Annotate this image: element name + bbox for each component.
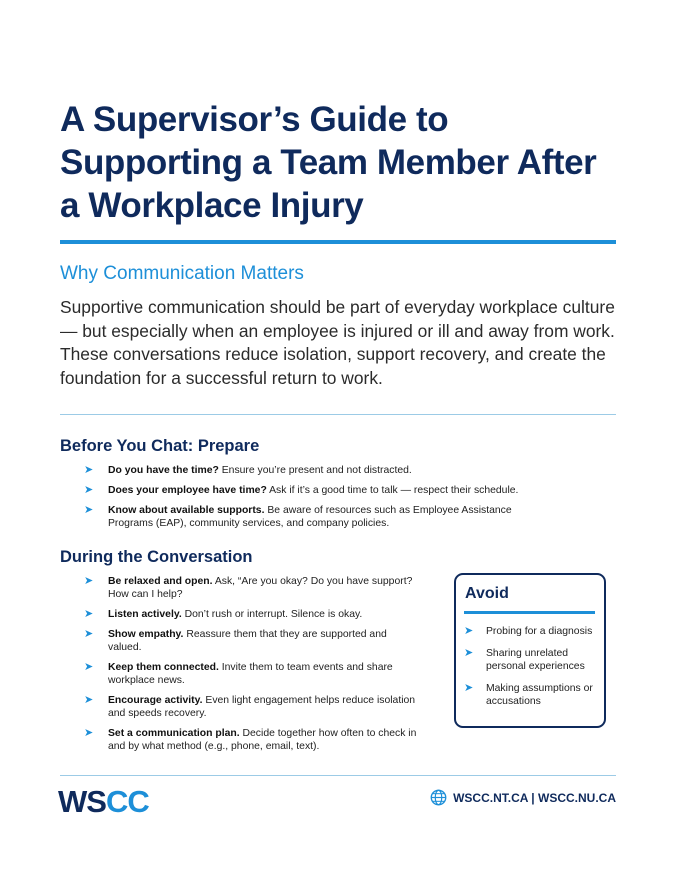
arrow-bullet-icon: ➤ [84, 504, 94, 516]
arrow-bullet-icon: ➤ [84, 661, 94, 673]
list-item: ➤ Listen actively. Don’t rush or interrupt. Silence is okay. [84, 608, 363, 620]
globe-icon [430, 789, 447, 806]
why-heading: Why Communication Matters [60, 263, 304, 284]
list-item: ➤ Does your employee have time? Ask if it’s a good time to talk — respect their schedule. [84, 484, 519, 496]
document-title: A Supervisor’s Guide to Supporting a Team Member After a Workplace Injury [60, 100, 597, 225]
arrow-bullet-icon: ➤ [84, 694, 94, 706]
arrow-bullet-icon: ➤ [464, 682, 474, 694]
footer-divider [60, 775, 616, 776]
avoid-callout [454, 573, 606, 728]
list-item: ➤ Do you have the time? Ensure you’re present and not distracted. [84, 464, 412, 476]
arrow-bullet-icon: ➤ [464, 625, 474, 637]
list-item: ➤ Show empathy. Reassure them that they are supported and valued. [84, 628, 387, 653]
arrow-bullet-icon: ➤ [84, 464, 94, 476]
avoid-divider [464, 611, 595, 614]
avoid-title: Avoid [465, 585, 509, 602]
during-list [82, 575, 422, 760]
before-heading: Before You Chat: Prepare [60, 437, 260, 455]
avoid-list [464, 625, 604, 717]
during-heading: During the Conversation [60, 548, 253, 566]
title-divider [60, 240, 616, 244]
arrow-bullet-icon: ➤ [84, 727, 94, 739]
website-links[interactable]: WSCC.NT.CA | WSCC.NU.CA [453, 790, 616, 805]
list-item: ➤ Set a communication plan. Decide together how often to check in and by what method (e.g., phone, email, text). [84, 727, 417, 752]
section-divider [60, 414, 616, 415]
list-item: ➤ Encourage activity. Even light engagement helps reduce isolation and speeds recovery. [84, 694, 416, 719]
list-item: ➤ Making assumptions or accusations [464, 682, 593, 707]
footer-links[interactable] [430, 789, 616, 806]
list-item: ➤ Know about available supports. Be aware of resources such as Employee Assistance Programs (EAP), community services, and company policies. [84, 504, 512, 529]
why-body: Supportive communication should be part of everyday workplace culture — but especially when an employee is injured or ill and away from work. These conversations reduce isolation, support recovery, and create the foundation for a successful return to work. [60, 297, 615, 388]
before-list [82, 464, 552, 537]
list-item: ➤ Keep them connected. Invite them to team events and share workplace news. [84, 661, 393, 686]
arrow-bullet-icon: ➤ [84, 608, 94, 620]
arrow-bullet-icon: ➤ [464, 647, 474, 659]
arrow-bullet-icon: ➤ [84, 484, 94, 496]
list-item: ➤ Probing for a diagnosis [464, 625, 593, 637]
arrow-bullet-icon: ➤ [84, 628, 94, 640]
wscc-logo: WSCC [58, 784, 149, 819]
list-item: ➤ Be relaxed and open. Ask, “Are you okay? Do you have support? How can I help? [84, 575, 413, 600]
list-item: ➤ Sharing unrelated personal experiences [464, 647, 585, 672]
arrow-bullet-icon: ➤ [84, 575, 94, 587]
